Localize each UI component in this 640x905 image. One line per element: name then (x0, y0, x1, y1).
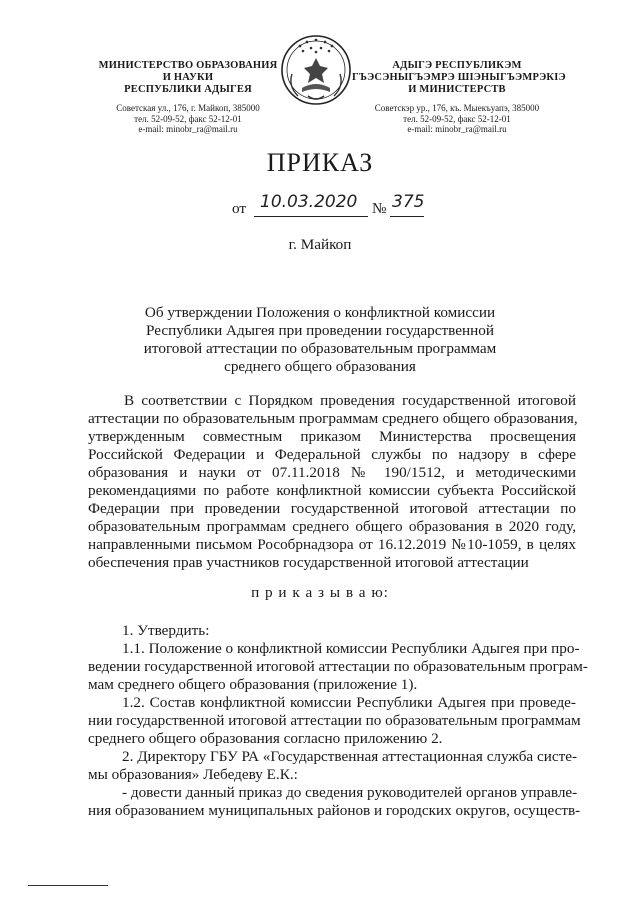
item-2-sub-line: ния образованием муниципальных районов и городских округов, осуществ- (88, 802, 581, 819)
date-underline (254, 216, 368, 217)
preamble-line: Российской Федерации и Федеральной службы по надзору в сфере (88, 446, 576, 463)
subject-line: Об утверждении Положения о конфликтной комиссии (144, 304, 496, 321)
preamble-line: образовательным программам среднего общего образования в 2020 году, (88, 518, 576, 535)
header-left-address (88, 103, 288, 135)
org-line: АДЫГЭ РЕСПУБЛИКЭМ (392, 60, 522, 71)
item-1-1-line: мам среднего общего образования (приложение 1). (88, 676, 418, 693)
page-title: ПРИКАЗ (266, 148, 374, 177)
item-2-line: 2. Директору ГБУ РА «Государственная аттестационная служба систе- (122, 748, 578, 765)
header-right (352, 60, 566, 135)
footnote-divider (28, 885, 108, 886)
order-date-number (232, 190, 492, 218)
order-date: 10.03.2020 (260, 192, 358, 212)
subject-line: Республики Адыгея при проведении государственной (146, 322, 494, 339)
address-line: e-mail: minobr_ra@mail.ru (138, 124, 238, 134)
address-line: тел. 52-09-52, факс 52-12-01 (403, 113, 511, 124)
item-1-1-line: ведении государственной итоговой аттестации по образовательным програм- (88, 658, 588, 675)
order-items (88, 622, 588, 820)
order-city: г. Майкоп (288, 236, 352, 253)
address-line: Советскэр ур., 176, къ. Мыекъуапэ, 385000 (374, 103, 540, 113)
preamble (88, 392, 576, 572)
org-line: РЕСПУБЛИКИ АДЫГЕЯ (124, 84, 252, 95)
address-line: e-mail: minobr_ra@mail.ru (407, 124, 507, 134)
header-right-org (352, 60, 566, 96)
preamble-line: Федерации при проведении государственной итоговой аттестации по (88, 500, 576, 517)
header-left (88, 60, 288, 135)
order-number: 375 (392, 192, 425, 212)
preamble-line: утвержденным совместным приказом Министерства просвещения (88, 428, 576, 445)
subject-line: итоговой аттестации по образовательным программам (143, 340, 497, 357)
preamble-line: направленными письмом Рособрнадзора от 16.12.2019 №10-1059, в целях (88, 536, 576, 553)
coat-of-arms-emblem (278, 30, 354, 110)
header-right-address (352, 103, 562, 135)
order-subject (120, 304, 520, 376)
item-1-1-line: 1.1. Положение о конфликтной комиссии Республики Адыгея при про- (122, 640, 580, 657)
org-line: ГЪЭСЭНЫГЪЭМРЭ ШIЭНЫГЪЭМРЭКIЭ (352, 72, 566, 83)
item-1-2-line: нии государственной итоговой аттестации по образовательным программам (88, 712, 581, 729)
item-1-2-line: среднего общего образования согласно приложению 2. (88, 730, 443, 747)
preamble-line: образования и науки от 07.11.2018 № 190/1512, и методическими (88, 464, 576, 481)
org-line: И МИНИСТЕРСТВ (408, 84, 506, 95)
item-1: 1. Утвердить: (122, 622, 210, 639)
org-line: И НАУКИ (162, 72, 214, 83)
number-label: № (372, 200, 387, 217)
preamble-line: рекомендациями по работе конфликтной комиссии субъекта Российской (88, 482, 576, 499)
subject-line: среднего общего образования (224, 358, 416, 375)
from-label: от (232, 200, 247, 217)
address-line: Советская ул., 176, г. Майкоп, 385000 (116, 103, 260, 113)
number-underline (390, 216, 424, 217)
order-word: п р и к а з ы в а ю: (251, 584, 389, 601)
org-line: МИНИСТЕРСТВО ОБРАЗОВАНИЯ (98, 60, 278, 71)
address-line: тел. 52-09-52, факс 52-12-01 (134, 113, 242, 124)
header-left-org (88, 60, 288, 96)
item-2-line: мы образования» Лебедеву Е.К.: (88, 766, 298, 783)
item-1-2-line: 1.2. Состав конфликтной комиссии Республики Адыгея при проведе- (122, 694, 576, 711)
item-2-sub-line: - довести данный приказ до сведения руководителей органов управле- (122, 784, 578, 801)
preamble-line: аттестации по образовательным программам среднего общего образования, (88, 410, 578, 427)
preamble-line: обеспечения прав участников государственной итоговой аттестации (88, 554, 529, 571)
preamble-line: В соответствии с Порядком проведения государственной итоговой (124, 392, 576, 409)
